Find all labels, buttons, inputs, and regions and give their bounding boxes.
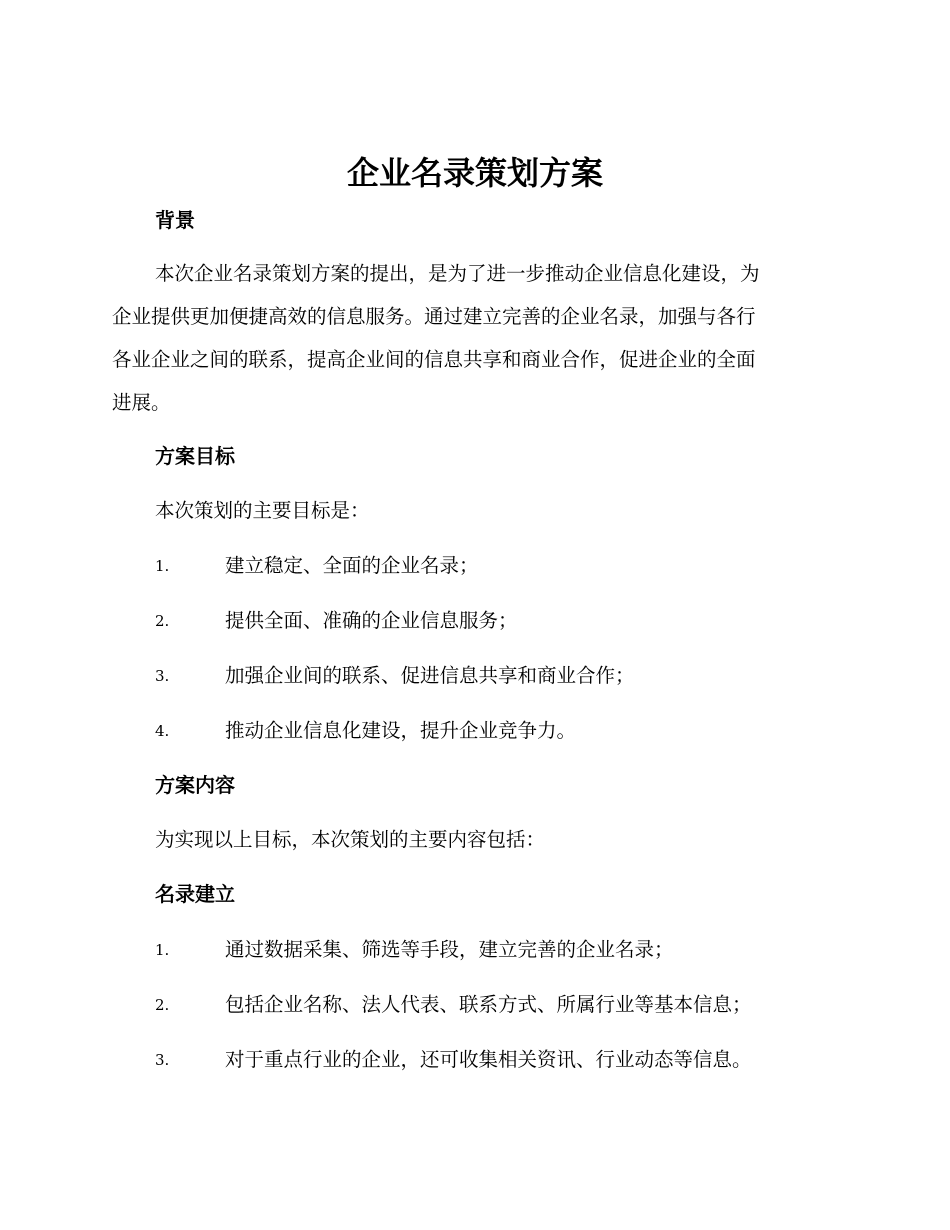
list-text: 推动企业信息化建设，提升企业竞争力。 — [225, 719, 577, 742]
list-item — [155, 1045, 855, 1075]
list-number: 2. — [155, 612, 170, 630]
section-heading-background: 背景 — [155, 208, 195, 232]
background-paragraph-line-1: 本次企业名录策划方案的提出，是为了进一步推动企业信息化建设，为 — [155, 262, 760, 285]
list-text: 建立稳定、全面的企业名录； — [225, 554, 479, 577]
content-intro: 为实现以上目标，本次策划的主要内容包括： — [155, 828, 546, 851]
list-number: 2. — [155, 996, 170, 1014]
list-item — [155, 606, 855, 636]
list-text: 包括企业名称、法人代表、联系方式、所属行业等基本信息； — [225, 993, 752, 1016]
background-paragraph-line-2: 企业提供更加便捷高效的信息服务。通过建立完善的企业名录，加强与各行 — [112, 305, 756, 328]
list-number: 4. — [155, 722, 170, 740]
list-text: 提供全面、准确的企业信息服务； — [225, 609, 518, 632]
document-title: 企业名录策划方案 — [346, 154, 603, 192]
list-number: 3. — [155, 1051, 170, 1069]
section-heading-content: 方案内容 — [155, 773, 235, 797]
list-item — [155, 990, 855, 1020]
list-item — [155, 716, 855, 746]
list-text: 对于重点行业的企业，还可收集相关资讯、行业动态等信息。 — [225, 1048, 752, 1071]
background-paragraph-line-3: 各业企业之间的联系，提高企业间的信息共享和商业合作，促进企业的全面 — [112, 348, 756, 371]
section-heading-directory: 名录建立 — [155, 882, 235, 906]
background-paragraph-line-4: 进展。 — [112, 391, 171, 414]
list-item — [155, 551, 855, 581]
section-heading-goals: 方案目标 — [155, 444, 235, 468]
list-number: 3. — [155, 667, 170, 685]
list-number: 1. — [155, 941, 170, 959]
list-number: 1. — [155, 557, 170, 575]
list-item — [155, 661, 855, 691]
list-text: 加强企业间的联系、促进信息共享和商业合作； — [225, 664, 635, 687]
list-text: 通过数据采集、筛选等手段，建立完善的企业名录； — [225, 938, 674, 961]
list-item — [155, 935, 855, 965]
goals-intro: 本次策划的主要目标是： — [155, 499, 370, 522]
